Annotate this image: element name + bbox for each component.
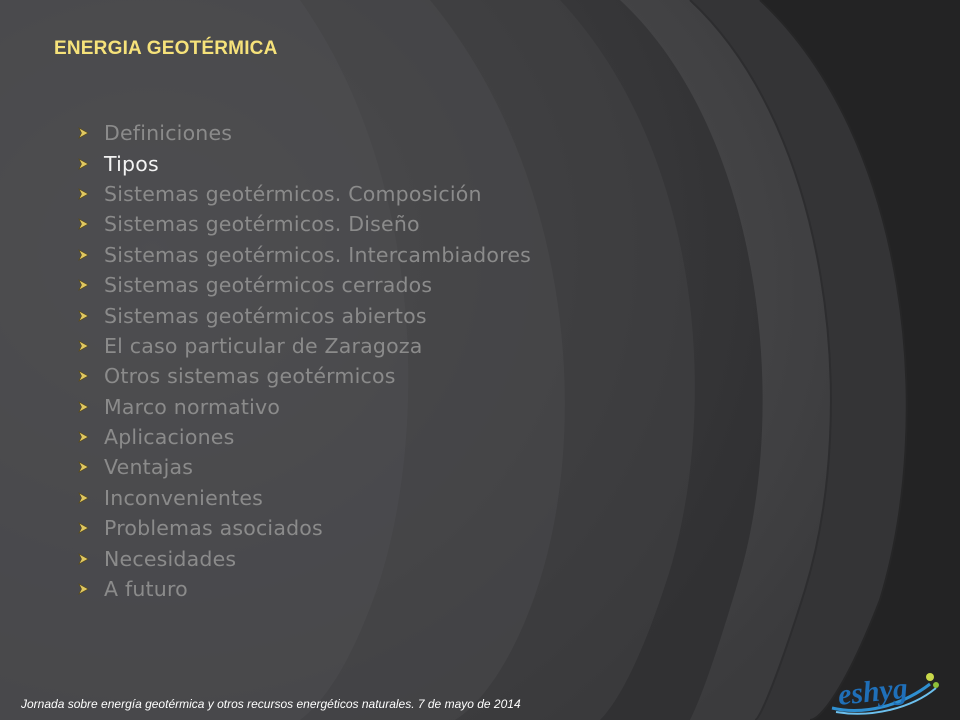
arrow-right-bullet-icon [78, 310, 104, 322]
slide-title: ENERGIA GEOTÉRMICA [54, 38, 278, 59]
agenda-item-label: Tipos [104, 151, 159, 176]
agenda-item-label: Aplicaciones [104, 425, 235, 450]
agenda-item-label: Sistemas geotérmicos abiertos [104, 303, 427, 328]
arrow-right-bullet-icon [78, 279, 104, 291]
eshyg-logo-icon [826, 664, 942, 716]
agenda-item-label: Sistemas geotérmicos cerrados [104, 273, 433, 298]
arrow-right-bullet-icon [78, 158, 104, 170]
agenda-item [78, 148, 531, 178]
agenda-item-label: A futuro [104, 577, 188, 602]
arrow-right-bullet-icon [78, 127, 104, 139]
agenda-item [78, 331, 531, 361]
agenda-item [78, 179, 531, 209]
arrow-right-bullet-icon [78, 461, 104, 473]
agenda-item [78, 240, 531, 270]
arrow-right-bullet-icon [78, 492, 104, 504]
agenda-item-label: Problemas asociados [104, 516, 323, 541]
arrow-right-bullet-icon [78, 370, 104, 382]
arrow-right-bullet-icon [78, 553, 104, 565]
agenda-item [78, 361, 531, 391]
agenda-item [78, 452, 531, 482]
agenda-item-label: Definiciones [104, 121, 233, 146]
agenda-item [78, 209, 531, 239]
agenda-item [78, 574, 531, 604]
agenda-item-label: Sistemas geotérmicos. Diseño [104, 212, 420, 237]
agenda-item [78, 513, 531, 543]
arrow-right-bullet-icon [78, 522, 104, 534]
arrow-right-bullet-icon [78, 431, 104, 443]
arrow-right-bullet-icon [78, 188, 104, 200]
svg-text:eshyg: eshyg [836, 671, 910, 712]
arrow-right-bullet-icon [78, 249, 104, 261]
agenda-item-label: Inconvenientes [104, 485, 264, 510]
agenda-item-label: Sistemas geotérmicos. Intercambiadores [104, 242, 532, 267]
agenda-item-label: Otros sistemas geotérmicos [104, 364, 396, 389]
footer-text: Jornada sobre energía geotérmica y otros recursos energéticos naturales. 7 de mayo de 2014 [21, 697, 521, 711]
agenda-item [78, 392, 531, 422]
arrow-right-bullet-icon [78, 340, 104, 352]
agenda-item-label: El caso particular de Zaragoza [104, 333, 423, 358]
agenda-item-label: Ventajas [104, 455, 194, 480]
agenda-item [78, 422, 531, 452]
agenda-item [78, 270, 531, 300]
arrow-right-bullet-icon [78, 218, 104, 230]
arrow-right-bullet-icon [78, 583, 104, 595]
agenda-item [78, 543, 531, 573]
arrow-right-bullet-icon [78, 401, 104, 413]
agenda-list [78, 118, 531, 604]
agenda-item [78, 300, 531, 330]
agenda-item [78, 483, 531, 513]
agenda-item-label: Marco normativo [104, 394, 281, 419]
agenda-item-label: Sistemas geotérmicos. Composición [104, 181, 482, 206]
agenda-item-label: Necesidades [104, 546, 237, 571]
agenda-item [78, 118, 531, 148]
